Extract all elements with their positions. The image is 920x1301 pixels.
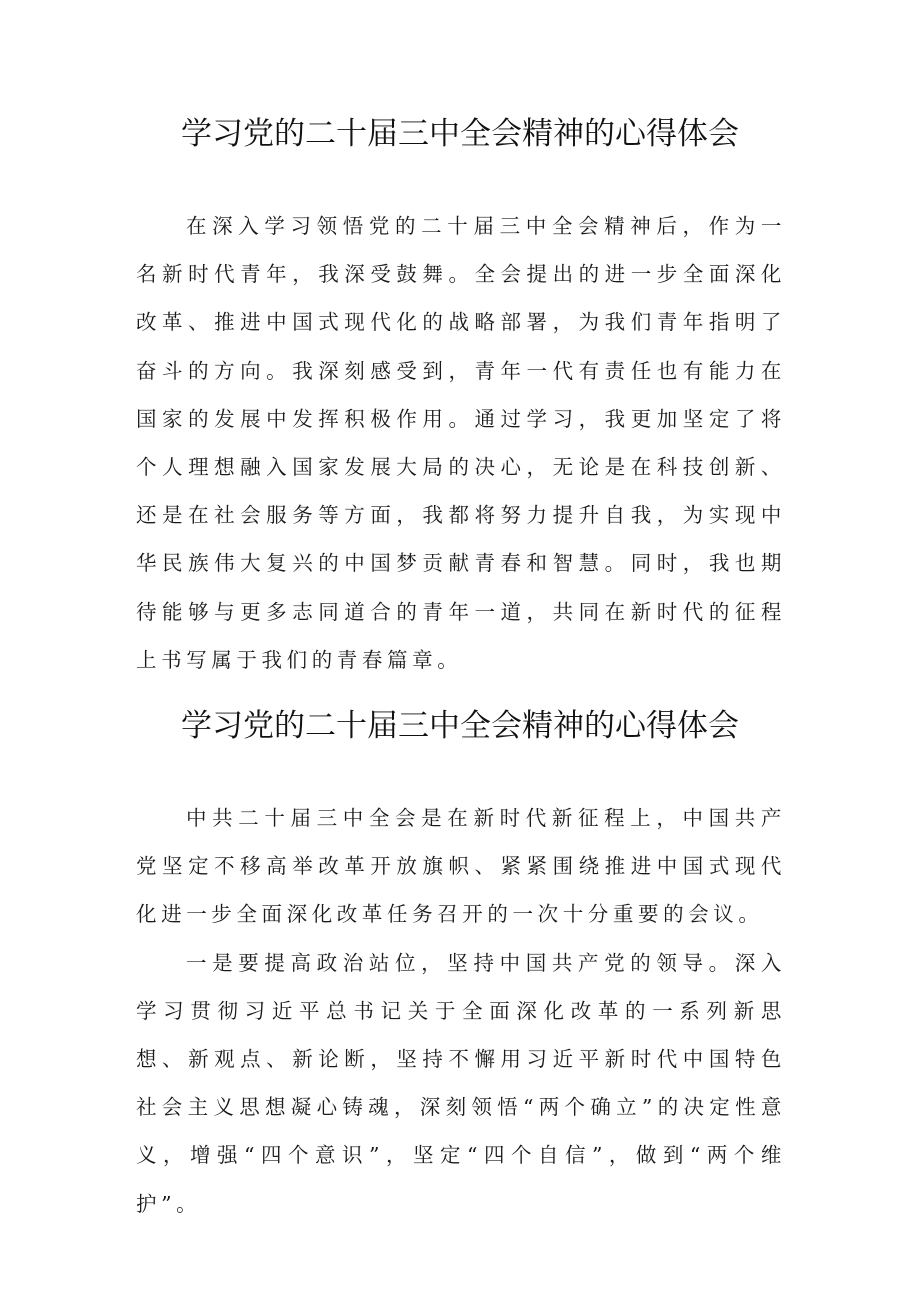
paragraph: 一是要提高政治站位，坚持中国共产党的领导。深入学习贯彻习近平总书记关于全面深化改革的一系列新思想、新观点、新论断，坚持不懈用习近平新时代中国特色社会主义思想凝心铸魂，深刻领悟“两个确立”的决定性意义，增强“四个意识”，坚定“四个自信”，做到“两个维护”。 (136, 950, 786, 1216)
section-body-1 (136, 202, 786, 684)
section-title-1: 学习党的二十届三中全会精神的心得体会 (181, 116, 739, 152)
section-body-2 (136, 794, 786, 1228)
paragraph: 在深入学习领悟党的二十届三中全会精神后，作为一名新时代青年，我深受鼓舞。全会提出的进一步全面深化改革、推进中国式现代化的战略部署，为我们青年指明了奋斗的方向。我深刻感受到，青年一代有责任也有能力在国家的发展中发挥积极作用。通过学习，我更加坚定了将个人理想融入国家发展大局的决心，无论是在科技创新、还是在社会服务等方面，我都将努力提升自我，为实现中华民族伟大复兴的中国梦贡献青春和智慧。同时，我也期待能够与更多志同道合的青年一道，共同在新时代的征程上书写属于我们的青春篇章。 (136, 214, 786, 672)
paragraph: 中共二十届三中全会是在新时代新征程上，中国共产党坚定不移高举改革开放旗帜、紧紧围绕推进中国式现代化进一步全面深化改革任务召开的一次十分重要的会议。 (136, 806, 786, 927)
section-title-2: 学习党的二十届三中全会精神的心得体会 (181, 708, 739, 744)
